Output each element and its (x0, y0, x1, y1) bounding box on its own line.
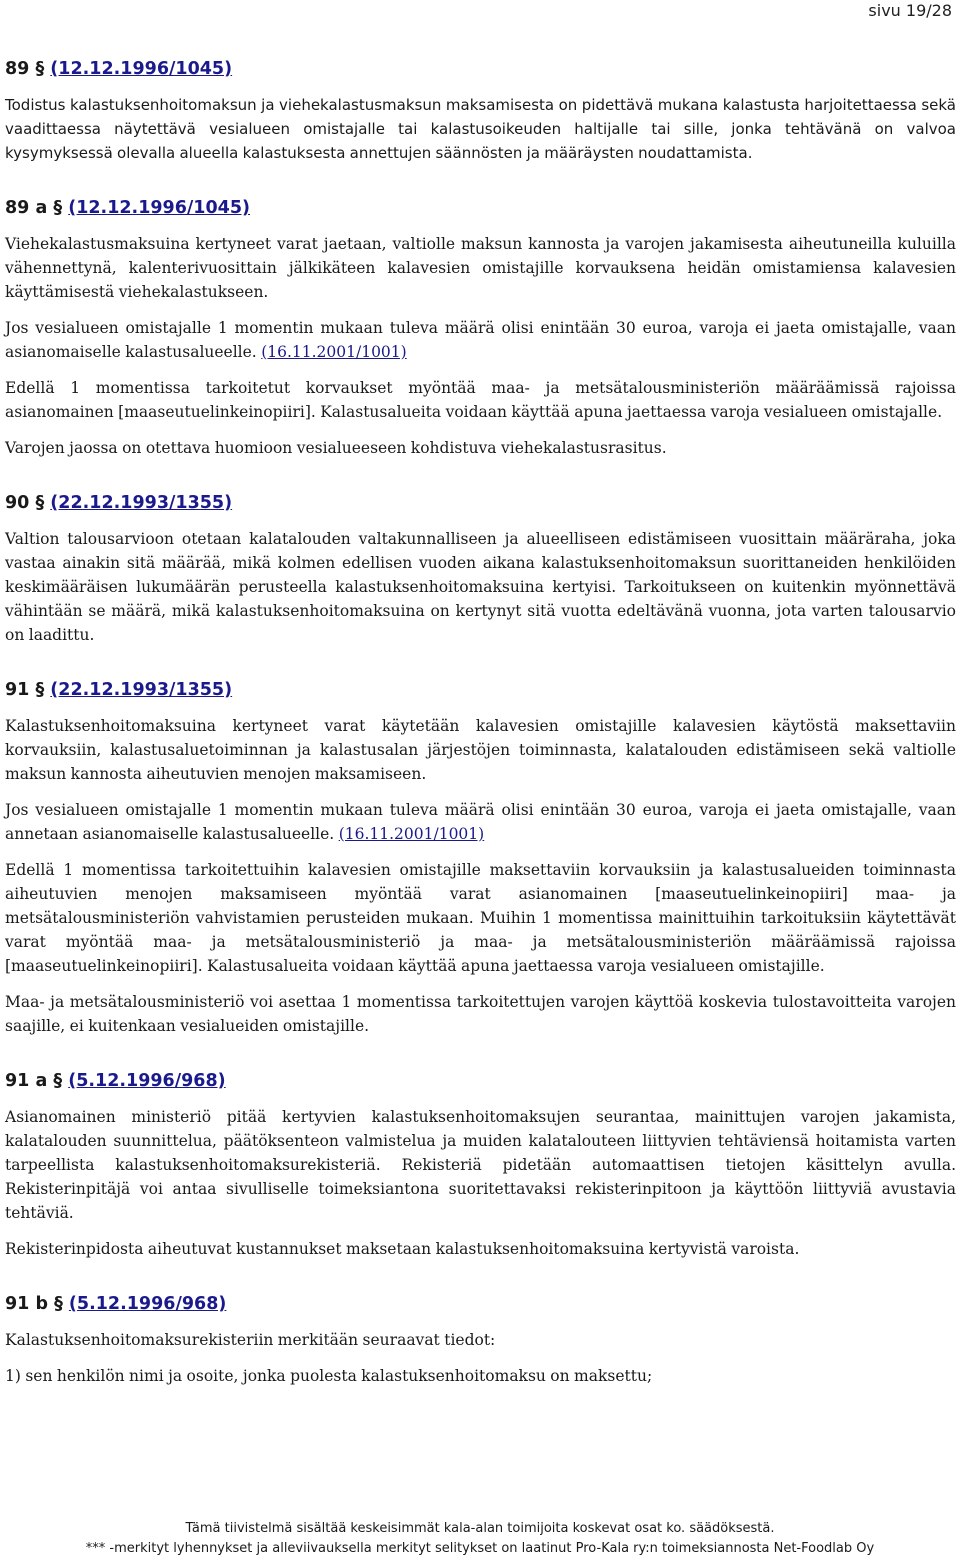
paragraph: Kalastuksenhoitomaksurekisteriin merkitään seuraavat tiedot: (5, 1331, 496, 1349)
section-amendment-link[interactable]: (5.12.1996/968) (68, 1071, 226, 1091)
paragraph: Edellä 1 momentissa tarkoitettuihin kalavesien omistajille maksettaviin korvauksiin ja kalastusalueiden toiminnasta aiheutuvien menojen maksamiseen myöntää varat asianomainen [maaseutuelinkeinopiiri] maa- ja metsätalousministeriön vahvistamien perusteiden mukaan. Muihin 1 momentissa mainittuihin tarkoituksiin käytettävät varat myöntää maa- ja metsätalousministeriö ja maa- ja metsätalousministeriön määräämissä rajoissa [maaseutuelinkeinopiiri]. Kalastusalueita voidaan käyttää apuna jaettaessa varoja vesialueen omistajille. (5, 861, 956, 975)
section-number: 91 a § (5, 1071, 63, 1091)
footer-credit: *** -merkityt lyhennykset ja alleviivauksella merkityt selitykset on laatinut Pro-Kala ry:n toimeksiannosta Net-Foodlab Oy (85, 1541, 875, 1556)
section-amendment-link[interactable]: (12.12.1996/1045) (50, 59, 233, 79)
section-amendment-link[interactable]: (22.12.1993/1355) (50, 680, 233, 700)
document-body (5, 57, 956, 1388)
paragraph (5, 316, 956, 364)
paragraph: Asianomainen ministeriö pitää kertyvien kalastuksenhoitomaksujen seurantaa, mainittujen varojen jakamista, kalatalouden suunnittelua, päätöksenteon valmistelua ja muiden kalatalouteen liittyvien tehtäviensä hoitamista varten tarpeellista kalastuksenhoitomaksurekisteriä. Rekisteriä pidetään automaattisen tietojen käsittelyn avulla. Rekisterinpitäjä voi antaa sivulliselle toimeksiantona suoritettavaksi rekisterinpitoon ja käyttöön liittyviä avustavia tehtäviä. (5, 1108, 956, 1222)
section-heading-91b (5, 1292, 956, 1316)
section-number: 91 § (5, 680, 45, 700)
paragraph: Todistus kalastuksenhoitomaksun ja viehekalastusmaksun maksamisesta on pidettävä mukana kalastusta harjoitettaessa sekä vaadittaessa näytettävä vesialueen omistajalle tai kalastusoikeuden haltijalle tai sille, jonka tehtävänä on valvoa kysymyksessä olevalla alueella kalastuksesta annettujen säännösten ja määräysten noudattamista. (5, 96, 956, 162)
paragraph-text: Jos vesialueen omistajalle 1 momentin mukaan tuleva määrä olisi enintään 30 euroa, varoja ei jaeta omistajalle, vaan asianomaiselle kalastusalueelle. (5, 319, 956, 361)
paragraph: Edellä 1 momentissa tarkoitetut korvaukset myöntää maa- ja metsätalousministeriön määräämissä rajoissa asianomainen [maaseutuelinkeinopiiri]. Kalastusalueita voidaan käyttää apuna jaettaessa varoja vesialueen omistajalle. (5, 379, 956, 421)
paragraph: Kalastuksenhoitomaksuina kertyneet varat käytetään kalavesien omistajille kalavesien käytöstä maksettaviin korvauksiin, kalastusaluetoiminnan ja kalastusalan järjestöjen toiminnasta, kalatalouden edistämiseen sekä valtiolle maksun kannosta aiheutuvien menojen maksamiseen. (5, 717, 956, 783)
paragraph: Maa- ja metsätalousministeriö voi asettaa 1 momentissa tarkoitettujen varojen käyttöä koskevia tulostavoitteita varojen saajille, ei kuitenkaan vesialueiden omistajille. (5, 993, 956, 1035)
paragraph: Valtion talousarvioon otetaan kalatalouden valtakunnalliseen ja alueelliseen edistämiseen vuosittain määräraha, joka vastaa ainakin sitä määrää, mikä kolmen edellisen vuoden aikana kalastuksenhoitomaksun suorittaneiden henkilöiden keskimääräisen lukumäärän perusteella kalastuksenhoitomaksuina kertyisi. Tarkoitukseen on kuitenkin myönnettävä vähintään se määrä, mikä kalastuksenhoitomaksuina on kertynyt sitä vuotta edeltävänä vuonna, jota varten talousarvio on laadittu. (5, 530, 956, 644)
section-heading-91 (5, 678, 956, 702)
section-amendment-link[interactable]: (12.12.1996/1045) (68, 198, 251, 218)
section-amendment-link[interactable]: (22.12.1993/1355) (50, 493, 233, 513)
section-number: 89 a § (5, 198, 63, 218)
paragraph: Varojen jaossa on otettava huomioon vesialueeseen kohdistuva viehekalastusrasitus. (5, 439, 667, 457)
section-number: 91 b § (5, 1294, 63, 1314)
page-number: sivu 19/28 (868, 1, 952, 20)
section-heading-89a (5, 196, 956, 220)
section-heading-91a (5, 1069, 956, 1093)
section-amendment-link[interactable]: (5.12.1996/968) (68, 1294, 227, 1314)
section-heading-89 (5, 57, 956, 81)
section-number: 90 § (5, 493, 45, 513)
amendment-link[interactable]: (16.11.2001/1001) (338, 825, 485, 843)
section-heading-90 (5, 491, 956, 515)
paragraph: Rekisterinpidosta aiheutuvat kustannukset maksetaan kalastuksenhoitomaksuina kertyvistä varoista. (5, 1240, 800, 1258)
amendment-link[interactable]: (16.11.2001/1001) (261, 343, 407, 361)
paragraph: 1) sen henkilön nimi ja osoite, jonka puolesta kalastuksenhoitomaksu on maksettu; (5, 1367, 653, 1385)
paragraph: Viehekalastusmaksuina kertyneet varat jaetaan, valtiolle maksun kannosta ja varojen jakamisesta aiheutuneilla kuluilla vähennettynä, kalenterivuosittain jälkikäteen kalavesien omistajille korvauksena heidän omistamiensa kalavesien käyttämisestä viehekalastukseen. (5, 235, 956, 301)
paragraph-text: Jos vesialueen omistajalle 1 momentin mukaan tuleva määrä olisi enintään 30 euroa, varoja ei jaeta omistajalle, vaan annetaan asianomaiselle kalastusalueelle. (5, 801, 956, 843)
paragraph (5, 798, 956, 846)
section-number: 89 § (5, 59, 45, 79)
footer-note: Tämä tiivistelmä sisältää keskeisimmät kala-alan toimijoita koskevat osat ko. säädöksestä. (185, 1521, 775, 1536)
